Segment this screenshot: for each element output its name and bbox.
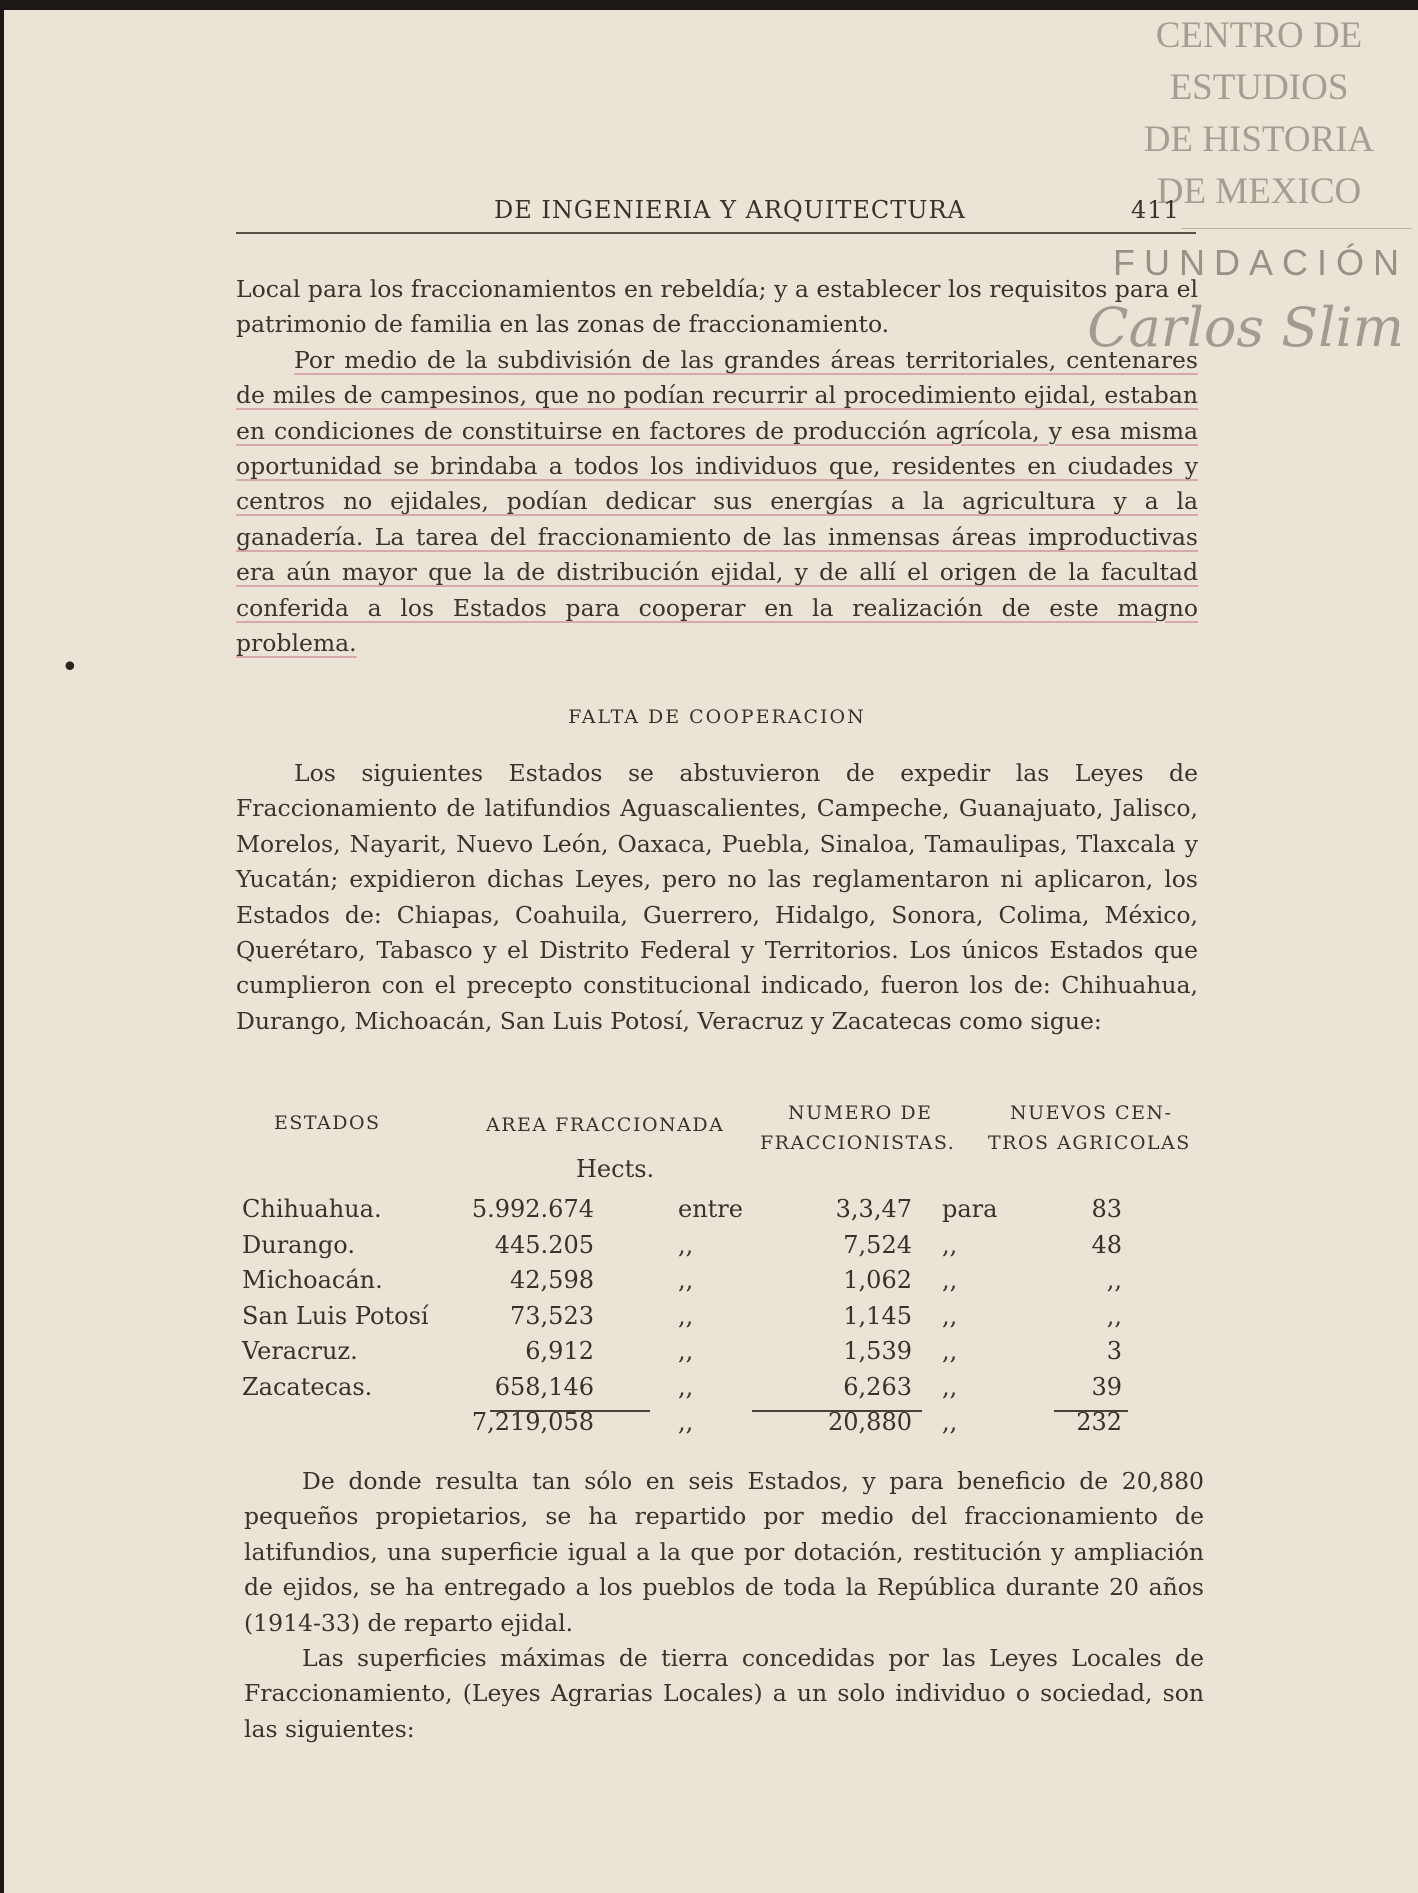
cell-area: 445.205: [494, 1230, 594, 1259]
total-rule-area: [490, 1410, 650, 1412]
table-totals-row: [242, 1408, 1202, 1444]
cell-area: 658,146: [494, 1372, 594, 1401]
cell-sep: ,,: [678, 1230, 694, 1259]
cell-estado: Zacatecas.: [242, 1372, 373, 1401]
total-rule-fraccionistas: [752, 1410, 922, 1412]
cell-centros: 83: [1091, 1195, 1122, 1223]
cell-centros: ,,: [1106, 1301, 1122, 1330]
cell-centros: ,,: [1106, 1266, 1122, 1294]
total-rule-centros: [1054, 1410, 1128, 1412]
margin-mark: •: [61, 650, 79, 685]
watermark-line: ESTUDIOS: [1169, 67, 1349, 108]
header-rule: [236, 232, 1196, 234]
page-number: 411: [1131, 196, 1180, 224]
total-area: 7,219,058: [471, 1408, 594, 1436]
col-header-area: AREA FRACCIONADA: [486, 1114, 725, 1136]
paragraph-2: Por medio de la subdivisión de las grandes áreas territoriales, centenares de miles de campesinos, que no podían recurrir al procedimiento ejidal, estaban en condiciones de constituirse en factores de producción agrícola, y esa misma oportunidad se brindaba a todos los individuos que, residentes en ciudades y centros no ejidales, podían dedicar sus energías a la agricultura y a la ganadería. La tarea del fraccionamiento de las inmensas áreas improductivas era aún mayor que la de distribución ejidal, y de allí el origen de la facultad conferida a los Estados para cooperar en la realización de este magno problema.: [236, 345, 1198, 658]
cell-sep: entre: [678, 1195, 743, 1223]
cell-sep: ,,: [678, 1301, 694, 1330]
units-label: Hects.: [576, 1155, 655, 1183]
cell-sep: ,,: [942, 1230, 958, 1259]
cell-fraccionistas: 1,539: [843, 1337, 912, 1365]
cell-centros: 39: [1091, 1372, 1122, 1401]
cell-area: 42,598: [510, 1266, 594, 1294]
watermark-signature: Carlos Slim: [1087, 296, 1404, 359]
cell-fraccionistas: 1,145: [843, 1301, 912, 1330]
document-page: [4, 10, 1418, 1893]
cell-estado: Chihuahua.: [242, 1195, 382, 1223]
paragraph-1: Local para los fraccionamientos en rebeldía; y a establecer los requisitos para el patrimonio de familia en las zonas de fraccionamiento.: [236, 275, 1198, 339]
watermark-foundation: FUNDACIÓN: [1113, 242, 1408, 283]
running-header: [236, 196, 1196, 226]
cell-sep: ,,: [942, 1372, 958, 1401]
total-fraccionistas: 20,880: [828, 1408, 912, 1436]
cell-sep: ,,: [678, 1372, 694, 1401]
cell-sep: ,,: [678, 1408, 694, 1436]
watermark-divider: [1182, 228, 1412, 229]
cell-sep: para: [942, 1195, 998, 1223]
table-row: [242, 1302, 1202, 1338]
table-row: [242, 1195, 1202, 1231]
header-title: DE INGENIERIA Y ARQUITECTURA: [494, 196, 966, 224]
col-header-estados: ESTADOS: [274, 1112, 381, 1134]
watermark-line: CENTRO DE: [1155, 15, 1363, 56]
cell-sep: ,,: [942, 1301, 958, 1330]
table-row: [242, 1266, 1202, 1302]
cell-fraccionistas: 6,263: [843, 1372, 912, 1401]
body-text-bottom: [244, 1464, 1204, 1747]
watermark-line: DE HISTORIA: [1143, 119, 1375, 160]
cell-sep: ,,: [678, 1266, 694, 1294]
cell-area: 6,912: [525, 1337, 594, 1365]
watermark-line: DE MEXICO: [1156, 171, 1362, 212]
cell-fraccionistas: 1,062: [843, 1266, 912, 1294]
cell-area: 73,523: [510, 1301, 594, 1330]
section-title: FALTA DE COOPERACION: [568, 706, 866, 728]
archive-watermark: [1114, 10, 1404, 218]
col-header-numero-2: FRACCIONISTAS.: [760, 1132, 956, 1154]
cell-fraccionistas: 7,524: [843, 1230, 912, 1259]
cell-sep: ,,: [942, 1266, 958, 1294]
cell-estado: Veracruz.: [242, 1337, 358, 1365]
table-row: [242, 1231, 1202, 1267]
cell-sep: ,,: [678, 1337, 694, 1365]
col-header-nuevos-2: TROS AGRICOLAS: [988, 1132, 1191, 1154]
body-text-top: [236, 272, 1198, 661]
col-header-nuevos-1: NUEVOS CEN-: [1010, 1102, 1173, 1124]
data-table: [242, 1195, 1202, 1444]
table-row: [242, 1373, 1202, 1409]
cell-sep: ,,: [942, 1337, 958, 1365]
col-header-numero-1: NUMERO DE: [788, 1102, 933, 1124]
cell-fraccionistas: 3,3,47: [835, 1195, 912, 1223]
paragraph-3: Los siguientes Estados se abstuvieron de expedir las Leyes de Fraccionamiento de latifundios Aguascalientes, Campeche, Guanajuato, Jalisco, Morelos, Nayarit, Nuevo León, Oaxaca, Puebla, Sinaloa, Tamaulipas, Tlaxcala y Yucatán; expidieron dichas Leyes, pero no las reglamentaron ni aplicaron, los Estados de: Chiapas, Coahuila, Guerrero, Hidalgo, Sonora, Colima, México, Querétaro, Tabasco y el Distrito Federal y Territorios. Los únicos Estados que cumplieron con el precepto constitucional indicado, fueron los de: Chihuahua, Durango, Michoacán, San Luis Potosí, Veracruz y Zacatecas como sigue:: [236, 759, 1198, 1035]
table-row: [242, 1337, 1202, 1373]
cell-estado: San Luis Potosí: [242, 1301, 429, 1330]
cell-estado: Durango.: [242, 1230, 355, 1259]
paragraph-5: Las superficies máximas de tierra concedidas por las Leyes Locales de Fraccionamiento, (Leyes Agrarias Locales) a un solo individuo o sociedad, son las siguientes:: [244, 1644, 1204, 1743]
cell-area: 5.992.674: [471, 1195, 594, 1223]
total-centros: 232: [1076, 1408, 1122, 1436]
cell-estado: Michoacán.: [242, 1266, 383, 1294]
paragraph-4: De donde resulta tan sólo en seis Estados, y para beneficio de 20,880 pequeños propietarios, se ha repartido por medio del fraccionamiento de latifundios, una superficie igual a la que por dotación, restitución y ampliación de ejidos, se ha entregado a los pueblos de toda la República durante 20 años (1914-33) de reparto ejidal.: [244, 1467, 1204, 1637]
cell-centros: 3: [1106, 1337, 1122, 1365]
cell-sep: ,,: [942, 1408, 958, 1436]
body-text-middle: [236, 756, 1198, 1039]
cell-centros: 48: [1091, 1230, 1122, 1259]
